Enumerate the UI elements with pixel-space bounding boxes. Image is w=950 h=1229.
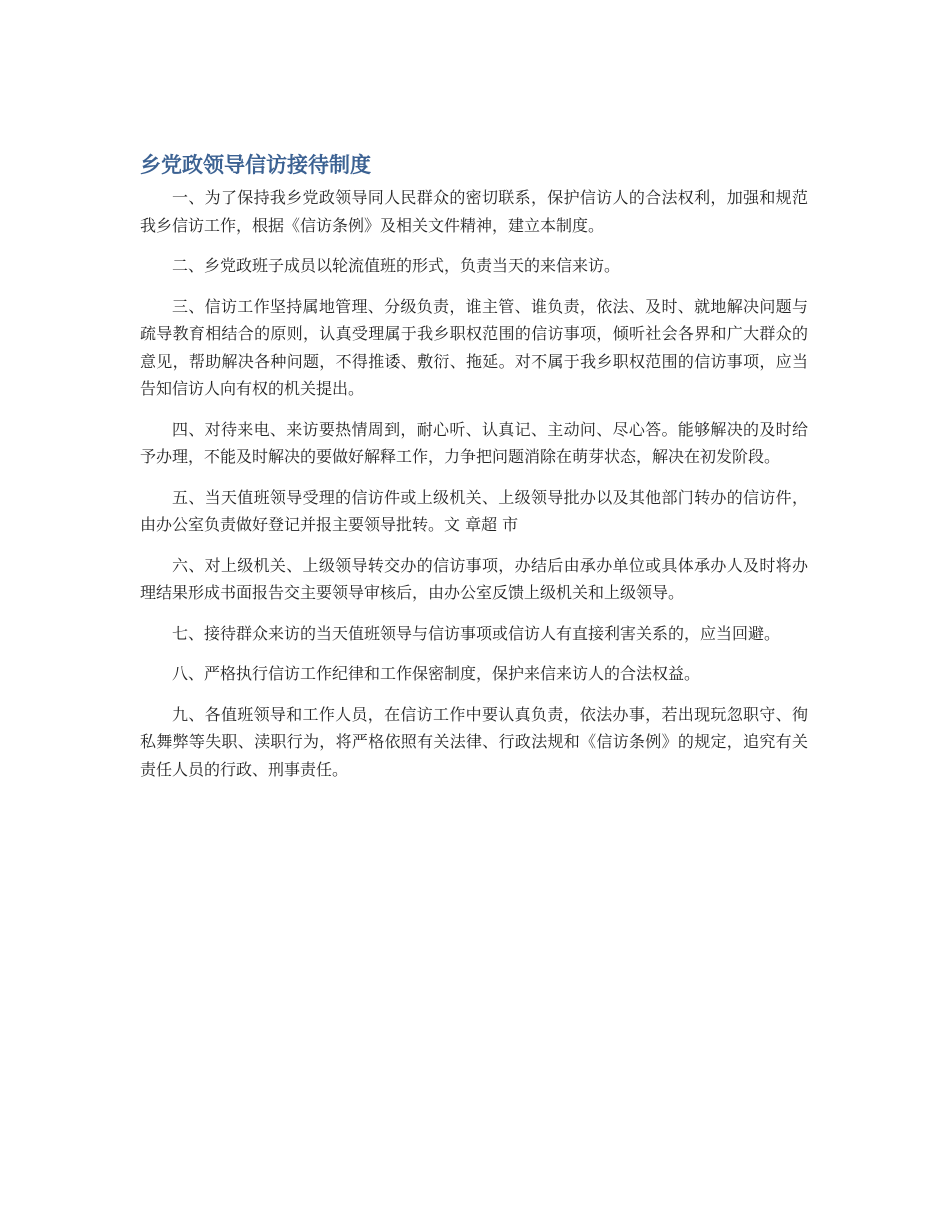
paragraph-1: 一、为了保持我乡党政领导同人民群众的密切联系，保护信访人的合法权利，加强和规范我乡信访工作，根据《信访条例》及相关文件精神，建立本制度。 <box>140 188 808 235</box>
paragraph-4: 四、对待来电、来访要热情周到，耐心听、认真记、主动问、尽心答。能够解决的及时给予办理，不能及时解决的要做好解释工作，力争把问题消除在萌芽状态，解决在初发阶段。 <box>140 419 808 466</box>
paragraph-6: 六、对上级机关、上级领导转交办的信访事项，办结后由承办单位或具体承办人及时将办理结果形成书面报告交主要领导审核后，由办公室反馈上级机关和上级领导。 <box>140 555 808 602</box>
paragraph-7: 七、接待群众来访的当天值班领导与信访事项或信访人有直接利害关系的，应当回避。 <box>172 623 781 643</box>
paragraph-9: 九、各值班领导和工作人员，在信访工作中要认真负责，依法办事，若出现玩忽职守、徇私舞弊等失职、渎职行为，将严格依照有关法律、行政法规和《信访条例》的规定，追究有关责任人员的行政、刑事责任。 <box>140 704 808 779</box>
document-title: 乡党政领导信访接待制度 <box>140 153 371 177</box>
paragraph-2: 二、乡党政班子成员以轮流值班的形式，负责当天的来信来访。 <box>172 256 621 275</box>
paragraph-8: 八、严格执行信访工作纪律和工作保密制度，保护来信来访人的合法权益。 <box>172 664 701 683</box>
paragraph-5: 五、当天值班领导受理的信访件或上级机关、上级领导批办以及其他部门转办的信访件，由办公室负责做好登记并报主要领导批转。文 章超 市 <box>140 487 808 534</box>
document-page <box>140 150 808 796</box>
paragraph-3: 三、信访工作坚持属地管理、分级负责，谁主管、谁负责，依法、及时、就地解决问题与疏导教育相结合的原则，认真受理属于我乡职权范围的信访事项，倾听社会各界和广大群众的意见，帮助解决各种问题，不得推诿、敷衍、拖延。对不属于我乡职权范围的信访事项，应当告知信访人向有权的机关提出。 <box>140 296 808 398</box>
